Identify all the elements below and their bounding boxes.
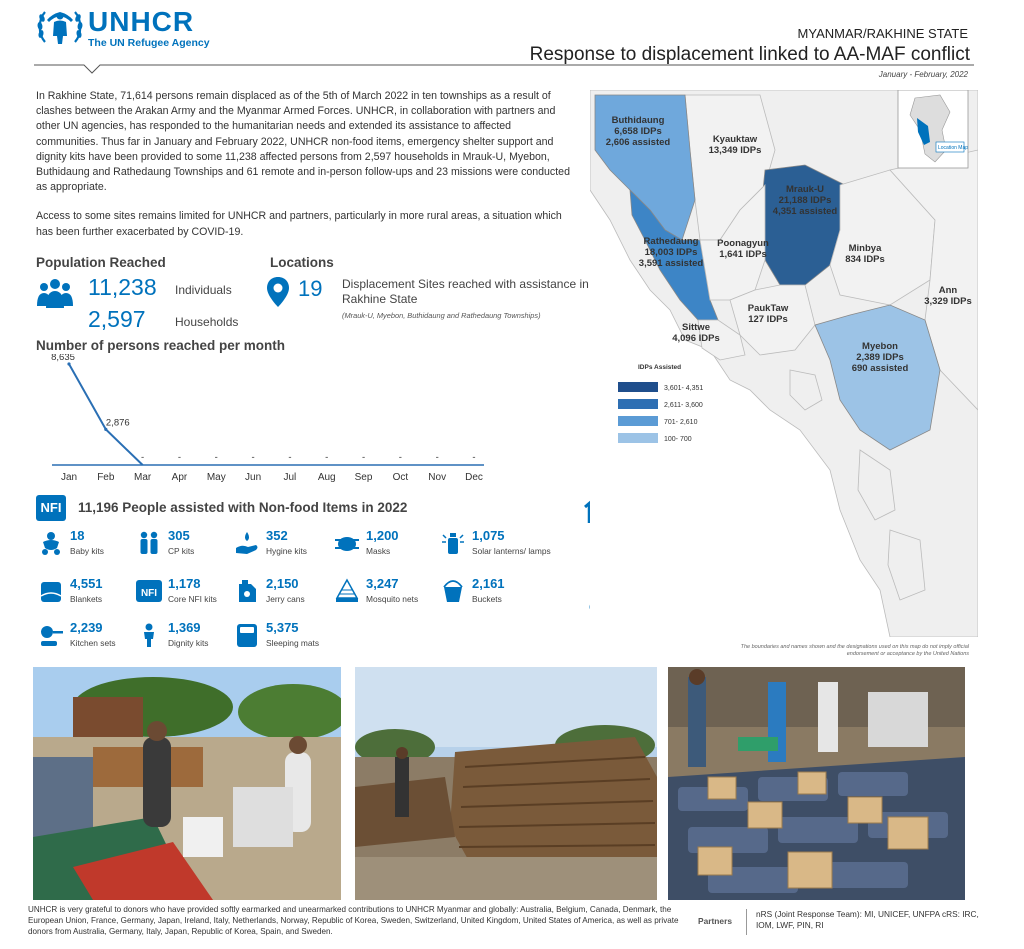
nfi-item-value: 2,150 <box>266 576 299 591</box>
family-icon <box>136 530 162 556</box>
nfi-item-label: Core NFI kits <box>168 594 217 604</box>
map-label-name: Sittwe <box>682 322 710 333</box>
map-label-name: Kyauktaw <box>712 134 758 145</box>
map-label-name: PaukTaw <box>747 303 789 314</box>
map-legend-swatch <box>618 416 658 426</box>
map-label-idps: 13,349 IDPs <box>708 145 762 156</box>
people-icon <box>36 278 74 308</box>
map-legend-swatch <box>618 382 658 392</box>
chart-data-label: 8,635 <box>51 354 75 363</box>
chart-data-label: - <box>398 452 402 463</box>
nfi-item-value: 4,551 <box>70 576 103 591</box>
map-legend-swatch <box>618 399 658 409</box>
blanket-icon <box>38 578 64 604</box>
map-label-idps: 1,641 IDPs <box>719 249 767 260</box>
map-label-name: Ann <box>938 285 958 296</box>
map-legend-title: IDPs Assisted <box>638 364 682 371</box>
map-legend-label: 3,601- 4,351 <box>664 385 704 392</box>
hand-water-icon <box>234 530 260 556</box>
nfi-item-value: 1,075 <box>472 528 505 543</box>
map-legend-label: 2,611- 3,600 <box>664 402 703 409</box>
map-label-assisted: 2,606 assisted <box>605 137 671 148</box>
nfi-item-value: 18 <box>70 528 85 543</box>
nfi-item-label: Hygine kits <box>266 546 307 556</box>
intro-text <box>36 89 574 254</box>
logo-tagline: The UN Refugee Agency <box>88 37 210 49</box>
chart-x-tick-label: May <box>206 472 226 483</box>
households-value: 2,597 <box>88 306 146 332</box>
page-title: Response to displacement linked to AA-MAF conflict <box>529 44 970 65</box>
map-label-name: Buthidaung <box>611 115 665 126</box>
svg-text:NFI: NFI <box>140 588 158 599</box>
nfi-item-label: Blankets <box>70 594 103 604</box>
nfi-item-label: Solar lanterns/ lamps <box>472 546 551 556</box>
nfi-item-label: Masks <box>366 546 391 556</box>
population-heading: Population Reached <box>36 255 166 270</box>
nfi-item-label: Mosquito nets <box>366 594 419 604</box>
photo-distribution-site <box>33 667 341 900</box>
partners-label: Partners <box>698 916 732 926</box>
locations-value: 19 <box>298 276 323 301</box>
map-label-name: Mrauk-U <box>785 184 825 195</box>
photo-nfi-packages <box>668 667 965 900</box>
nfi-kit-icon <box>136 578 162 604</box>
rakhine-map <box>590 90 978 637</box>
nfi-item-label: CP kits <box>168 546 195 556</box>
sleeping-mat-icon <box>234 622 260 648</box>
map-label-assisted: 3,591 assisted <box>638 258 704 269</box>
nfi-badge: NFI <box>36 495 66 521</box>
kitchen-set-icon <box>38 622 64 648</box>
partners-list: nRS (Joint Response Team): MI, UNICEF, UNFPA cRS: IRC, IOM, LWF, PIN, RI <box>756 909 979 930</box>
nfi-item-value: 2,239 <box>70 620 103 635</box>
chart-data-label: - <box>251 452 255 463</box>
mask-icon <box>334 530 360 556</box>
partners-divider <box>746 909 747 935</box>
nfi-item-value: 3,247 <box>366 576 399 591</box>
households-label: Households <box>175 315 239 329</box>
chart-data-label: - <box>177 452 182 463</box>
chart-x-tick-label: Mar <box>134 472 152 483</box>
baby-icon <box>38 530 64 556</box>
nfi-item-value: 1,200 <box>366 528 399 543</box>
map-label-idps: 3,329 IDPs <box>924 296 972 307</box>
map-label-idps: 834 IDPs <box>845 254 885 265</box>
map-legend-label: 701- 2,610 <box>664 419 698 426</box>
nfi-item-label: Dignity kits <box>168 638 209 648</box>
intro-paragraph-1: In Rakhine State, 71,614 persons remain displaced as of the 5th of March 2022 in ten townships as a result of clashes between the Arakan Army and the Myanmar Armed Forces. UNHCR, in collaboration with partners and other UN agencies, has responded to the humanitarian needs and extended its assistance to affected communities. Thus far in January and February 2022, UNHCR non-food items, emergency shelter support and dignity kits have been provided to some 11,238 affected persons from 2,597 households in Mrauk-U, Myebon, Buthidaung and Rathedaung Townships and 61 remote and in-person follow-ups and 23 missions were conducted as appropriate. <box>36 90 570 194</box>
individuals-label: Individuals <box>175 283 232 297</box>
chart-x-tick-label: Nov <box>428 472 447 483</box>
locations-description: Displacement Sites reached with assistance in Rakhine State <box>342 277 589 306</box>
chart-x-tick-label: Sep <box>354 472 373 483</box>
dignity-kit-icon <box>136 622 162 648</box>
map-label-idps: 6,658 IDPs <box>614 126 662 137</box>
chart-x-tick-label: Feb <box>97 472 115 483</box>
map-legend-label: 100- 700 <box>664 436 692 443</box>
map-legend-swatch <box>618 433 658 443</box>
map-label-name: Rathedaung <box>643 236 699 247</box>
intro-paragraph-2: Access to some sites remains limited for UNHCR and partners, particularly in more rural areas, a situation which has been further exacerbated by COVID-19. <box>36 210 562 238</box>
solar-lantern-icon <box>440 530 466 556</box>
report-period: January - February, 2022 <box>878 70 968 79</box>
nfi-heading: 11,196 People assisted with Non-food Items in 2022 <box>78 500 408 515</box>
unhcr-logo <box>36 6 216 50</box>
map-label-assisted: 690 assisted <box>851 363 909 374</box>
map-label-idps: 21,188 IDPs <box>778 195 832 206</box>
chart-data-label: - <box>435 452 439 463</box>
chart-data-label: - <box>141 452 145 463</box>
map-label-idps: 4,096 IDPs <box>672 333 720 344</box>
locations-heading: Locations <box>270 255 334 270</box>
locations-note: (Mrauk-U, Myebon, Buthidaung and Rathedaung Townships) <box>342 311 541 320</box>
nfi-item-value: 305 <box>168 528 190 543</box>
chart-x-tick-label: Dec <box>465 472 483 483</box>
chart-data-label: - <box>214 452 218 463</box>
map-label-name: Myebon <box>862 341 898 352</box>
nfi-item-label: Jerry cans <box>266 594 305 604</box>
map-label-idps: 18,003 IDPs <box>644 247 698 258</box>
chart-x-tick-label: Jan <box>60 472 78 483</box>
chart-data-label: - <box>288 452 292 463</box>
map-label-assisted: 4,351 assisted <box>772 206 838 217</box>
inset-map-label: Location Map <box>938 145 969 151</box>
header-divider <box>34 64 974 74</box>
chart-data-label: - <box>325 452 329 463</box>
logo-name: UNHCR <box>88 6 195 37</box>
location-pin-icon <box>266 276 290 308</box>
map-disclaimer: The boundaries and names shown and the designations used on this map do not imply official endorsement or acceptance by the United Nations <box>740 644 969 657</box>
jerry-can-icon <box>234 578 260 604</box>
photo-wood-bamboo <box>355 667 657 900</box>
nfi-item-label: Baby kits <box>70 546 104 556</box>
chart-data-label: - <box>361 452 366 463</box>
map-label-name: Poonagyun <box>717 238 769 249</box>
chart-title: Number of persons reached per month <box>36 338 286 353</box>
nfi-item-value: 352 <box>266 528 288 543</box>
donor-acknowledgement: UNHCR is very grateful to donors who have provided softly earmarked and unearmarked contributions to UNHCR Myanmar and globally: Australia, Belgium, Canada, Denmark, the European Union, France, Germany, Japan, Ireland, Italy, Netherlands, Norway, Republic of Korea, Sweden, Switzerland, United Kingdom, United States of America, as well as private donors from Australia, Germany, Italy, Japan, Republic of Korea, Spain, and Sweden. <box>28 905 679 936</box>
monthly-line-chart <box>34 354 494 484</box>
laurel-person-icon <box>36 6 84 48</box>
chart-series-line <box>69 364 143 465</box>
nfi-item-value: 1,178 <box>168 576 201 591</box>
nfi-item-value: 1,369 <box>168 620 201 635</box>
nfi-item-label: Sleeping mats <box>266 638 320 648</box>
chart-x-tick-label: Apr <box>171 472 188 483</box>
bucket-icon <box>440 578 466 604</box>
nfi-item-value: 5,375 <box>266 620 299 635</box>
chart-data-label: - <box>472 452 476 463</box>
map-label-name: Minbya <box>848 243 882 254</box>
country-label: MYANMAR/RAKHINE STATE <box>797 26 968 41</box>
chart-x-tick-label: Aug <box>317 472 336 483</box>
nfi-item-label: Buckets <box>472 594 502 604</box>
mosquito-net-icon <box>334 578 360 604</box>
individuals-value: 11,238 <box>88 274 157 300</box>
chart-x-tick-label: Jul <box>283 472 297 483</box>
chart-data-label: 2,876 <box>105 417 130 429</box>
map-label-idps: 127 IDPs <box>748 314 788 325</box>
chart-x-tick-label: Oct <box>392 472 409 483</box>
nfi-item-label: Kitchen sets <box>70 638 116 648</box>
nfi-item-value: 2,161 <box>472 576 505 591</box>
chart-x-tick-label: Jun <box>245 472 262 483</box>
map-label-idps: 2,389 IDPs <box>856 352 904 363</box>
